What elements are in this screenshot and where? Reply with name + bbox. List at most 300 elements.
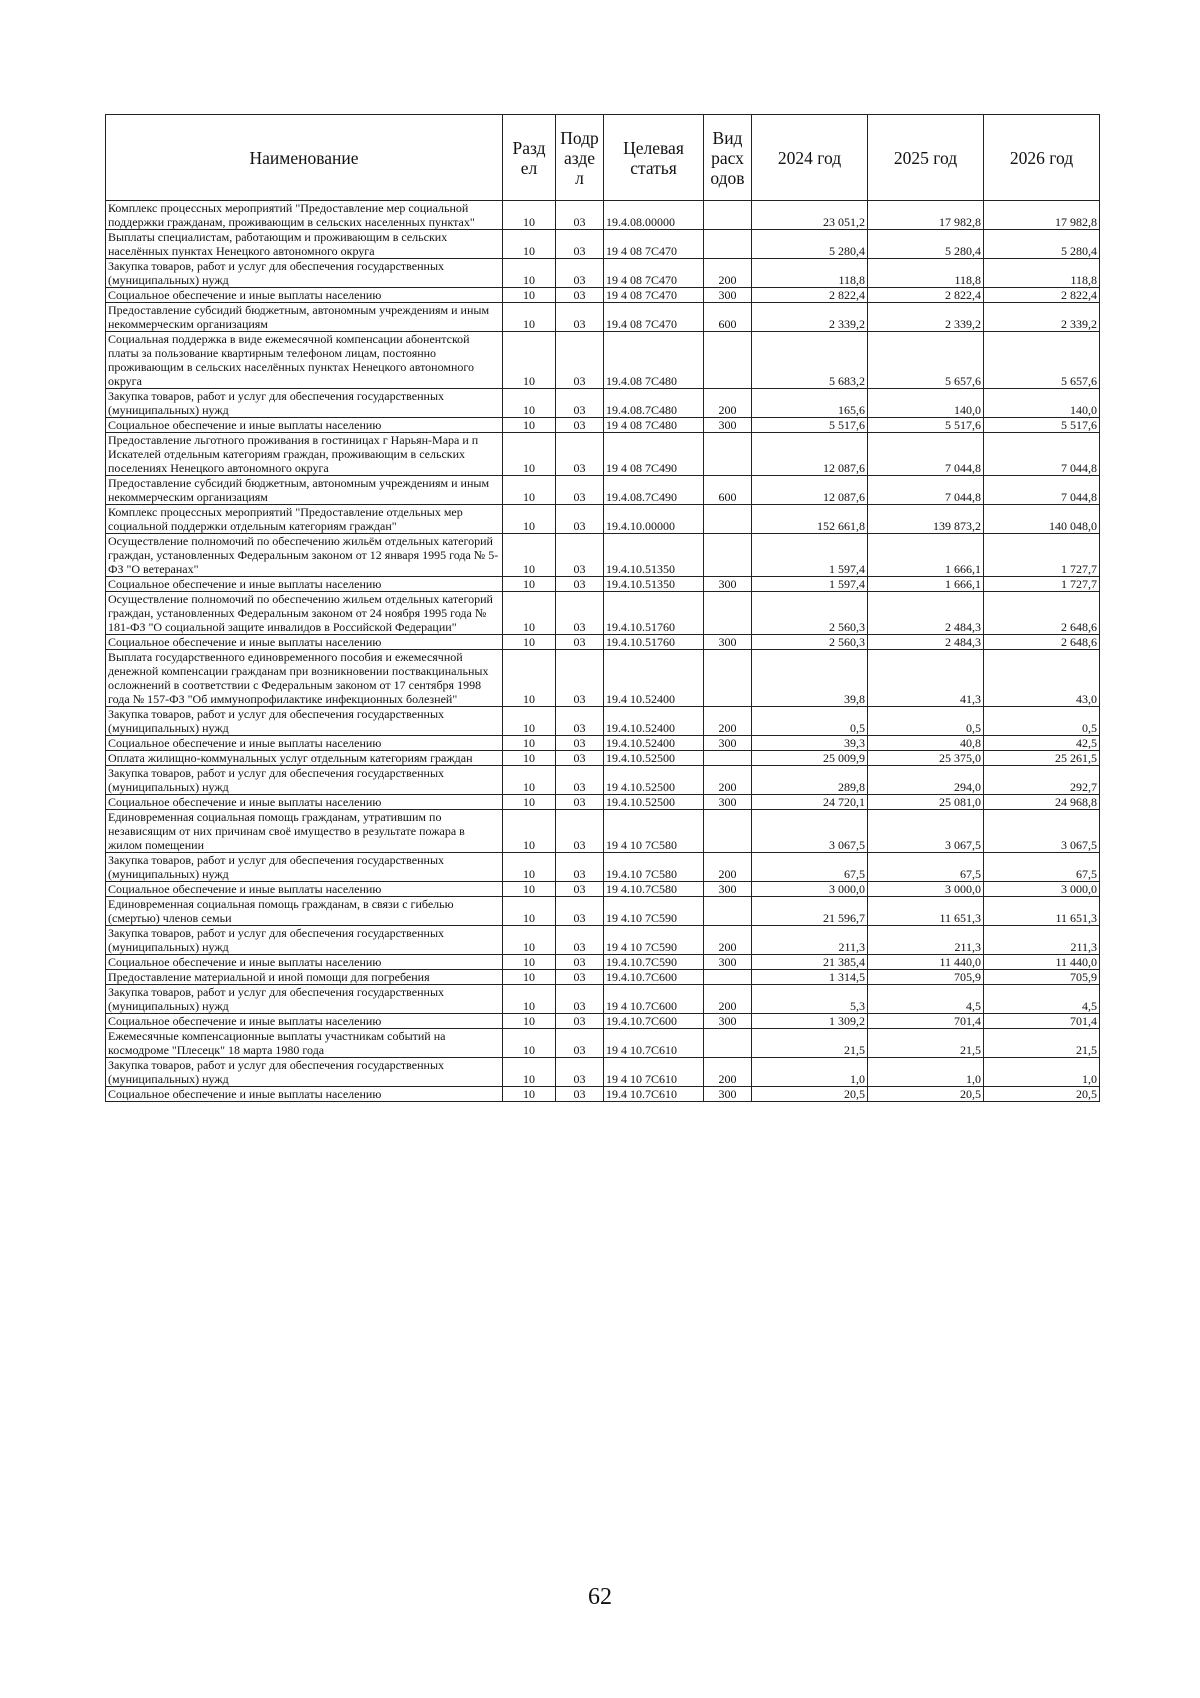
cell-year-2024: 5 280,4: [752, 230, 868, 259]
cell-subsection: 03: [556, 707, 604, 736]
cell-year-2024: 1,0: [752, 1058, 868, 1087]
table-row: [106, 795, 1100, 810]
cell-year-2024: 152 661,8: [752, 505, 868, 534]
cell-year-2025: 2 339,2: [868, 303, 984, 332]
cell-section: 10: [503, 201, 556, 230]
cell-target-article: 19 4.10.7С580: [604, 882, 704, 897]
cell-year-2026: 2 648,6: [984, 635, 1100, 650]
table-row: [106, 707, 1100, 736]
cell-section: 10: [503, 418, 556, 433]
cell-expense-kind: 200: [704, 853, 752, 882]
cell-expense-kind: 300: [704, 577, 752, 592]
cell-expense-kind: [704, 201, 752, 230]
cell-expense-kind: [704, 897, 752, 926]
cell-subsection: 03: [556, 1087, 604, 1102]
cell-year-2024: 1 597,4: [752, 534, 868, 577]
cell-year-2024: 21 596,7: [752, 897, 868, 926]
cell-year-2024: 2 560,3: [752, 592, 868, 635]
cell-year-2024: 39,3: [752, 736, 868, 751]
cell-section: 10: [503, 650, 556, 707]
cell-year-2026: 5 657,6: [984, 332, 1100, 389]
cell-year-2024: 3 000,0: [752, 882, 868, 897]
cell-subsection: 03: [556, 389, 604, 418]
cell-year-2025: 40,8: [868, 736, 984, 751]
cell-name: Социальная поддержка в виде ежемесячной компенсации абонентской платы за пользование квартирным телефоном лицам, постоянно проживающим в сельских населённых пунктах Ненецкого автономного округа: [106, 332, 503, 389]
cell-year-2025: 3 067,5: [868, 810, 984, 853]
cell-name: Закупка товаров, работ и услуг для обеспечения государственных (муниципальных) нужд: [106, 853, 503, 882]
cell-subsection: 03: [556, 230, 604, 259]
cell-subsection: 03: [556, 1058, 604, 1087]
cell-subsection: 03: [556, 476, 604, 505]
cell-subsection: 03: [556, 955, 604, 970]
cell-expense-kind: [704, 332, 752, 389]
table-row: [106, 853, 1100, 882]
cell-year-2024: 67,5: [752, 853, 868, 882]
cell-year-2024: 39,8: [752, 650, 868, 707]
cell-subsection: 03: [556, 795, 604, 810]
cell-name: Социальное обеспечение и иные выплаты населению: [106, 1014, 503, 1029]
cell-year-2024: 21 385,4: [752, 955, 868, 970]
cell-year-2026: 67,5: [984, 853, 1100, 882]
table-row: [106, 926, 1100, 955]
cell-year-2026: 42,5: [984, 736, 1100, 751]
table-row: [106, 592, 1100, 635]
cell-year-2024: 1 597,4: [752, 577, 868, 592]
cell-year-2025: 7 044,8: [868, 476, 984, 505]
table-row: [106, 635, 1100, 650]
header-subsection: Подр азде л: [556, 115, 604, 201]
cell-subsection: 03: [556, 635, 604, 650]
table-row: [106, 476, 1100, 505]
cell-year-2024: 1 314,5: [752, 970, 868, 985]
cell-section: 10: [503, 1058, 556, 1087]
cell-subsection: 03: [556, 288, 604, 303]
cell-name: Предоставление субсидий бюджетным, автономным учреждениям и иным некоммерческим организациям: [106, 476, 503, 505]
cell-subsection: 03: [556, 592, 604, 635]
table-row: [106, 259, 1100, 288]
cell-subsection: 03: [556, 926, 604, 955]
cell-year-2024: 289,8: [752, 766, 868, 795]
cell-subsection: 03: [556, 418, 604, 433]
cell-target-article: 19.4.10.7С600: [604, 1014, 704, 1029]
cell-expense-kind: 200: [704, 985, 752, 1014]
cell-name: Закупка товаров, работ и услуг для обеспечения государственных (муниципальных) нужд: [106, 1058, 503, 1087]
cell-year-2024: 24 720,1: [752, 795, 868, 810]
cell-section: 10: [503, 970, 556, 985]
cell-name: Закупка товаров, работ и услуг для обеспечения государственных (муниципальных) нужд: [106, 707, 503, 736]
cell-target-article: 19 4 08 7С470: [604, 230, 704, 259]
cell-year-2024: 211,3: [752, 926, 868, 955]
cell-section: 10: [503, 433, 556, 476]
cell-name: Закупка товаров, работ и услуг для обеспечения государственных (муниципальных) нужд: [106, 766, 503, 795]
cell-year-2026: 705,9: [984, 970, 1100, 985]
cell-year-2025: 1,0: [868, 1058, 984, 1087]
cell-target-article: 19.4.10.51760: [604, 635, 704, 650]
cell-year-2025: 140,0: [868, 389, 984, 418]
cell-year-2025: 294,0: [868, 766, 984, 795]
cell-subsection: 03: [556, 332, 604, 389]
cell-name: Осуществление полномочий по обеспечению жильём отдельных категорий граждан, установленных Федеральным законом от 12 января 1995 года № 5-ФЗ "О ветеранах": [106, 534, 503, 577]
cell-section: 10: [503, 766, 556, 795]
cell-expense-kind: [704, 970, 752, 985]
table-row: [106, 389, 1100, 418]
cell-target-article: 19 4 08 7С470: [604, 259, 704, 288]
cell-year-2024: 1 309,2: [752, 1014, 868, 1029]
cell-year-2024: 20,5: [752, 1087, 868, 1102]
cell-expense-kind: 300: [704, 1087, 752, 1102]
table-row: [106, 985, 1100, 1014]
cell-expense-kind: [704, 592, 752, 635]
cell-year-2026: 5 280,4: [984, 230, 1100, 259]
table-row: [106, 433, 1100, 476]
page-number: 62: [588, 1584, 612, 1610]
cell-expense-kind: [704, 505, 752, 534]
table-row: [106, 751, 1100, 766]
cell-year-2025: 25 081,0: [868, 795, 984, 810]
cell-expense-kind: 200: [704, 707, 752, 736]
cell-name: Социальное обеспечение и иные выплаты населению: [106, 1087, 503, 1102]
cell-subsection: 03: [556, 766, 604, 795]
cell-name: Комплекс процессных мероприятий "Предоставление мер социальной поддержки гражданам, проживающим в сельских населенных пунктах": [106, 201, 503, 230]
table-row: [106, 303, 1100, 332]
table-row: [106, 577, 1100, 592]
cell-name: Социальное обеспечение и иные выплаты населению: [106, 577, 503, 592]
cell-name: Социальное обеспечение и иные выплаты населению: [106, 288, 503, 303]
cell-subsection: 03: [556, 751, 604, 766]
cell-expense-kind: 300: [704, 795, 752, 810]
cell-target-article: 19.4.10.51760: [604, 592, 704, 635]
cell-section: 10: [503, 259, 556, 288]
cell-section: 10: [503, 230, 556, 259]
cell-year-2025: 139 873,2: [868, 505, 984, 534]
cell-name: Закупка товаров, работ и услуг для обеспечения государственных (муниципальных) нужд: [106, 985, 503, 1014]
cell-target-article: 19.4.10.7С590: [604, 955, 704, 970]
table-row: [106, 970, 1100, 985]
header-row: [106, 115, 1100, 201]
cell-year-2025: 2 484,3: [868, 592, 984, 635]
cell-year-2025: 2 822,4: [868, 288, 984, 303]
cell-year-2024: 165,6: [752, 389, 868, 418]
cell-section: 10: [503, 985, 556, 1014]
cell-target-article: 19.4.10 7С580: [604, 853, 704, 882]
cell-year-2026: 17 982,8: [984, 201, 1100, 230]
cell-section: 10: [503, 1087, 556, 1102]
cell-name: Осуществление полномочий по обеспечению жильем отдельных категорий граждан, установленных Федеральным законом от 24 ноября 1995 года № 181-ФЗ "О социальной защите инвалидов в Российской Федерации": [106, 592, 503, 635]
cell-name: Закупка товаров, работ и услуг для обеспечения государственных (муниципальных) нужд: [106, 389, 503, 418]
cell-section: 10: [503, 897, 556, 926]
cell-subsection: 03: [556, 970, 604, 985]
cell-year-2026: 0,5: [984, 707, 1100, 736]
cell-name: Социальное обеспечение и иные выплаты населению: [106, 795, 503, 810]
cell-year-2025: 5 657,6: [868, 332, 984, 389]
header-section: Разд ел: [503, 115, 556, 201]
cell-subsection: 03: [556, 259, 604, 288]
cell-expense-kind: 600: [704, 303, 752, 332]
cell-name: Социальное обеспечение и иные выплаты населению: [106, 882, 503, 897]
cell-section: 10: [503, 810, 556, 853]
cell-year-2026: 211,3: [984, 926, 1100, 955]
cell-subsection: 03: [556, 736, 604, 751]
cell-year-2024: 2 339,2: [752, 303, 868, 332]
cell-target-article: 19.4.08.7С480: [604, 389, 704, 418]
cell-year-2024: 25 009,9: [752, 751, 868, 766]
cell-year-2024: 5 517,6: [752, 418, 868, 433]
cell-year-2025: 118,8: [868, 259, 984, 288]
cell-year-2024: 118,8: [752, 259, 868, 288]
cell-name: Выплата государственного единовременного пособия и ежемесячной денежной компенсации гражданам при возникновении поствакцинальных осложнений в соответствии с Федеральным законом от 17 сентября 1998 года № 157-ФЗ "Об иммунопрофилактике инфекционных болезней": [106, 650, 503, 707]
cell-year-2026: 20,5: [984, 1087, 1100, 1102]
table-row: [106, 230, 1100, 259]
cell-expense-kind: [704, 650, 752, 707]
cell-year-2025: 7 044,8: [868, 433, 984, 476]
table-row: [106, 505, 1100, 534]
table-row: [106, 955, 1100, 970]
cell-year-2026: 2 822,4: [984, 288, 1100, 303]
cell-target-article: 19.4 08 7С470: [604, 303, 704, 332]
table-row: [106, 201, 1100, 230]
cell-year-2026: 1 727,7: [984, 577, 1100, 592]
cell-target-article: 19.4.08 7С480: [604, 332, 704, 389]
cell-year-2025: 41,3: [868, 650, 984, 707]
cell-subsection: 03: [556, 853, 604, 882]
cell-expense-kind: 300: [704, 635, 752, 650]
cell-year-2024: 12 087,6: [752, 433, 868, 476]
cell-expense-kind: 300: [704, 955, 752, 970]
cell-section: 10: [503, 795, 556, 810]
cell-target-article: 19 4 10 7С610: [604, 1058, 704, 1087]
cell-section: 10: [503, 505, 556, 534]
cell-target-article: 19.4.10.7С600: [604, 970, 704, 985]
cell-subsection: 03: [556, 505, 604, 534]
cell-section: 10: [503, 955, 556, 970]
cell-year-2025: 211,3: [868, 926, 984, 955]
table-row: [106, 650, 1100, 707]
cell-subsection: 03: [556, 897, 604, 926]
cell-year-2026: 43,0: [984, 650, 1100, 707]
cell-expense-kind: 200: [704, 1058, 752, 1087]
cell-target-article: 19.4.10.52400: [604, 707, 704, 736]
cell-target-article: 19 4 08 7С480: [604, 418, 704, 433]
cell-expense-kind: 300: [704, 882, 752, 897]
cell-name: Единовременная социальная помощь гражданам, утратившим по независящим от них причинам своё имущество в результате пожара в жилом помещении: [106, 810, 503, 853]
header-year-2024: 2024 год: [752, 115, 868, 201]
cell-year-2025: 21,5: [868, 1029, 984, 1058]
cell-year-2025: 25 375,0: [868, 751, 984, 766]
table-row: [106, 1029, 1100, 1058]
cell-year-2025: 0,5: [868, 707, 984, 736]
cell-expense-kind: 300: [704, 736, 752, 751]
cell-target-article: 19.4.10.52500: [604, 751, 704, 766]
cell-year-2026: 5 517,6: [984, 418, 1100, 433]
cell-target-article: 19.4.08.7С490: [604, 476, 704, 505]
cell-year-2026: 7 044,8: [984, 476, 1100, 505]
cell-subsection: 03: [556, 985, 604, 1014]
cell-section: 10: [503, 1029, 556, 1058]
cell-year-2026: 4,5: [984, 985, 1100, 1014]
cell-expense-kind: 200: [704, 926, 752, 955]
cell-target-article: 19 4 10.7С610: [604, 1029, 704, 1058]
cell-target-article: 19.4.10.51350: [604, 534, 704, 577]
cell-year-2024: 21,5: [752, 1029, 868, 1058]
cell-section: 10: [503, 751, 556, 766]
cell-subsection: 03: [556, 810, 604, 853]
table-body: [106, 201, 1100, 1102]
cell-name: Единовременная социальная помощь гражданам, в связи с гибелью (смертью) членов семьи: [106, 897, 503, 926]
cell-subsection: 03: [556, 534, 604, 577]
cell-name: Социальное обеспечение и иные выплаты населению: [106, 955, 503, 970]
cell-year-2026: 1 727,7: [984, 534, 1100, 577]
cell-name: Предоставление льготного проживания в гостиницах г Нарьян-Мара и п Искателей отдельным категориям граждан, проживающим в сельских поселениях Ненецкого автономного округа: [106, 433, 503, 476]
cell-expense-kind: 200: [704, 259, 752, 288]
table-row: [106, 1087, 1100, 1102]
cell-name: Комплекс процессных мероприятий "Предоставление отдельных мер социальной поддержки отдельным категориям граждан": [106, 505, 503, 534]
cell-year-2025: 705,9: [868, 970, 984, 985]
cell-year-2026: 24 968,8: [984, 795, 1100, 810]
cell-expense-kind: [704, 751, 752, 766]
cell-year-2025: 2 484,3: [868, 635, 984, 650]
table-row: [106, 736, 1100, 751]
cell-name: Ежемесячные компенсационные выплаты участникам событий на космодроме "Плесецк" 18 марта 1980 года: [106, 1029, 503, 1058]
cell-year-2024: 2 822,4: [752, 288, 868, 303]
cell-expense-kind: 200: [704, 389, 752, 418]
cell-section: 10: [503, 303, 556, 332]
cell-subsection: 03: [556, 303, 604, 332]
cell-name: Закупка товаров, работ и услуг для обеспечения государственных (муниципальных) нужд: [106, 926, 503, 955]
cell-year-2026: 292,7: [984, 766, 1100, 795]
cell-year-2026: 25 261,5: [984, 751, 1100, 766]
cell-year-2024: 0,5: [752, 707, 868, 736]
cell-year-2025: 1 666,1: [868, 577, 984, 592]
cell-year-2026: 2 648,6: [984, 592, 1100, 635]
cell-section: 10: [503, 882, 556, 897]
cell-section: 10: [503, 577, 556, 592]
cell-year-2024: 5,3: [752, 985, 868, 1014]
cell-subsection: 03: [556, 1014, 604, 1029]
cell-year-2025: 4,5: [868, 985, 984, 1014]
header-target-article: Целевая статья: [604, 115, 704, 201]
cell-name: Социальное обеспечение и иные выплаты населению: [106, 418, 503, 433]
cell-target-article: 19.4 10.52400: [604, 650, 704, 707]
cell-name: Оплата жилищно-коммунальных услуг отдельным категориям граждан: [106, 751, 503, 766]
cell-year-2026: 3 000,0: [984, 882, 1100, 897]
cell-target-article: 19.4.10.51350: [604, 577, 704, 592]
table-row: [106, 534, 1100, 577]
cell-expense-kind: [704, 1029, 752, 1058]
cell-expense-kind: 200: [704, 766, 752, 795]
cell-target-article: 19.4.10.52400: [604, 736, 704, 751]
cell-year-2026: 2 339,2: [984, 303, 1100, 332]
table-row: [106, 1014, 1100, 1029]
cell-target-article: 19 4 08 7С490: [604, 433, 704, 476]
cell-section: 10: [503, 288, 556, 303]
cell-section: 10: [503, 332, 556, 389]
cell-expense-kind: [704, 534, 752, 577]
cell-target-article: 19 4.10 7С590: [604, 897, 704, 926]
budget-table: [105, 114, 1100, 1102]
cell-year-2026: 11 440,0: [984, 955, 1100, 970]
cell-year-2026: 701,4: [984, 1014, 1100, 1029]
cell-target-article: 19 4 08 7С470: [604, 288, 704, 303]
cell-section: 10: [503, 1014, 556, 1029]
cell-section: 10: [503, 476, 556, 505]
table-row: [106, 810, 1100, 853]
cell-section: 10: [503, 534, 556, 577]
cell-expense-kind: [704, 230, 752, 259]
cell-target-article: 19.4.10.00000: [604, 505, 704, 534]
cell-subsection: 03: [556, 882, 604, 897]
cell-name: Социальное обеспечение и иные выплаты населению: [106, 635, 503, 650]
cell-year-2026: 118,8: [984, 259, 1100, 288]
cell-target-article: 19 4 10 7С590: [604, 926, 704, 955]
cell-year-2024: 3 067,5: [752, 810, 868, 853]
table-row: [106, 897, 1100, 926]
cell-subsection: 03: [556, 1029, 604, 1058]
cell-section: 10: [503, 853, 556, 882]
header-expense-kind: Вид расх одов: [704, 115, 752, 201]
cell-year-2026: 21,5: [984, 1029, 1100, 1058]
cell-year-2024: 12 087,6: [752, 476, 868, 505]
table-row: [106, 418, 1100, 433]
cell-expense-kind: 600: [704, 476, 752, 505]
cell-year-2025: 67,5: [868, 853, 984, 882]
cell-target-article: 19.4.08.00000: [604, 201, 704, 230]
cell-target-article: 19.4.10.52500: [604, 795, 704, 810]
cell-name: Социальное обеспечение и иные выплаты населению: [106, 736, 503, 751]
cell-year-2025: 20,5: [868, 1087, 984, 1102]
cell-name: Предоставление материальной и иной помощи для погребения: [106, 970, 503, 985]
cell-section: 10: [503, 635, 556, 650]
cell-target-article: 19 4 10 7С580: [604, 810, 704, 853]
cell-subsection: 03: [556, 577, 604, 592]
cell-target-article: 19 4 10.7С600: [604, 985, 704, 1014]
cell-year-2025: 3 000,0: [868, 882, 984, 897]
cell-name: Предоставление субсидий бюджетным, автономным учреждениям и иным некоммерческим организациям: [106, 303, 503, 332]
cell-target-article: 19.4 10.7С610: [604, 1087, 704, 1102]
cell-expense-kind: 300: [704, 288, 752, 303]
header-year-2026: 2026 год: [984, 115, 1100, 201]
cell-year-2026: 11 651,3: [984, 897, 1100, 926]
table-row: [106, 882, 1100, 897]
cell-section: 10: [503, 389, 556, 418]
table-row: [106, 766, 1100, 795]
table-row: [106, 288, 1100, 303]
cell-expense-kind: [704, 810, 752, 853]
cell-year-2025: 11 440,0: [868, 955, 984, 970]
cell-year-2025: 5 517,6: [868, 418, 984, 433]
cell-expense-kind: 300: [704, 1014, 752, 1029]
cell-section: 10: [503, 736, 556, 751]
cell-target-article: 19 4.10.52500: [604, 766, 704, 795]
cell-section: 10: [503, 707, 556, 736]
header-name: Наименование: [106, 115, 503, 201]
cell-expense-kind: [704, 433, 752, 476]
cell-year-2026: 7 044,8: [984, 433, 1100, 476]
cell-year-2026: 3 067,5: [984, 810, 1100, 853]
cell-expense-kind: 300: [704, 418, 752, 433]
table-row: [106, 332, 1100, 389]
cell-year-2025: 701,4: [868, 1014, 984, 1029]
cell-year-2026: 140,0: [984, 389, 1100, 418]
cell-year-2025: 11 651,3: [868, 897, 984, 926]
cell-name: Выплаты специалистам, работающим и проживающим в сельских населённых пунктах Ненецкого автономного округа: [106, 230, 503, 259]
cell-name: Закупка товаров, работ и услуг для обеспечения государственных (муниципальных) нужд: [106, 259, 503, 288]
cell-year-2024: 5 683,2: [752, 332, 868, 389]
cell-subsection: 03: [556, 650, 604, 707]
cell-section: 10: [503, 926, 556, 955]
cell-subsection: 03: [556, 201, 604, 230]
cell-year-2025: 1 666,1: [868, 534, 984, 577]
table-row: [106, 1058, 1100, 1087]
